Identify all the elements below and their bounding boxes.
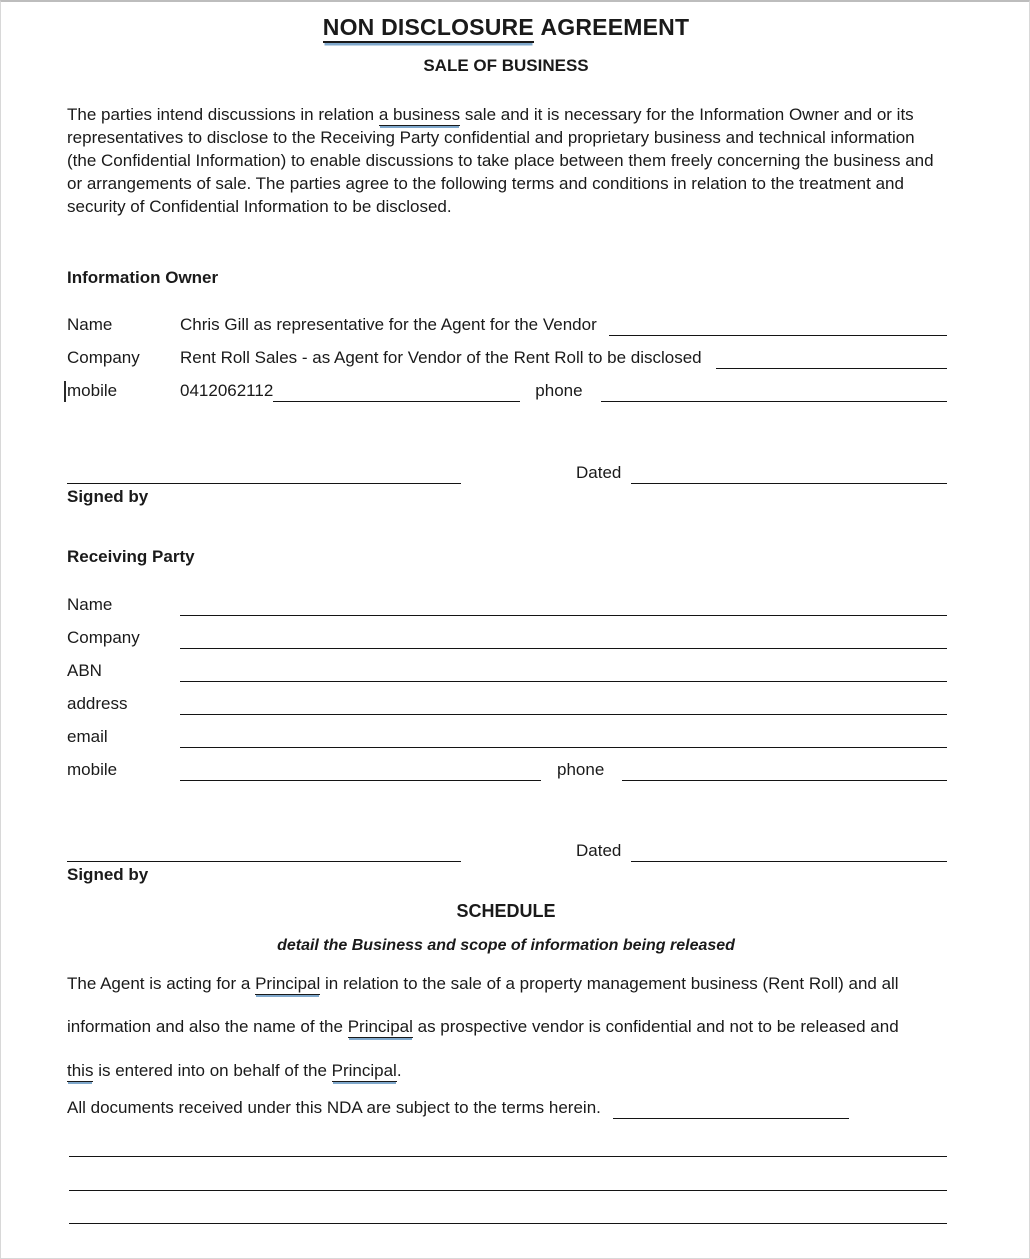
receiving-party-company-label: Company [67,628,140,647]
receiving-party-email-row [67,727,947,748]
receiving-party-name-row [67,595,947,616]
info-owner-name-value: Chris Gill as representative for the Agent for the Vendor [180,315,597,334]
receiving-party-name-blank-line[interactable] [180,595,947,616]
doc-title-underlined: NON DISCLOSURE [323,14,534,43]
receiving-party-heading: Receiving Party [67,547,195,566]
text-caret [64,381,66,402]
receiving-party-abn-label: ABN [67,661,102,680]
receiving-party-phone-label: phone [557,760,605,779]
info-owner-phone-label: phone [535,381,583,400]
info-owner-signed-by-label: Signed by [67,487,149,506]
receiving-party-abn-blank-line[interactable] [180,661,947,682]
this-link: this [67,1061,94,1080]
schedule-note: detail the Business and scope of information being released [277,937,735,954]
receiving-party-company-blank-line[interactable] [180,628,947,649]
schedule-paragraph-1: The Agent is acting for a Principal in relation to the sale of a property management business (Rent Roll) and all [67,974,899,993]
receiving-party-address-row [67,694,947,715]
receiving-party-email-blank-line[interactable] [180,727,947,748]
receiving-party-address-blank-line[interactable] [180,694,947,715]
info-owner-company-row [67,348,947,369]
info-owner-name-blank-line[interactable] [609,315,947,336]
schedule-paragraph-2: information and also the name of the Principal as prospective vendor is confidential and not to be released and [67,1017,899,1036]
info-owner-name-row [67,315,947,336]
receiving-party-abn-row [67,661,947,682]
receiving-party-address-label: address [67,694,128,713]
info-owner-name-label: Name [67,315,113,334]
principal-link-1: Principal [255,974,321,993]
intro-after: sale and it is necessary for the Information Owner and or its representatives to disclose to the Receiving Party confidential and proprietary business and technical information (the Confidential Information) to enable discussions to take place between them freely concerning the business and or arrangements of sale. The parties agree to the following terms and conditions in relation to the treatment and security of Confidential Information to be disclosed. [67,105,934,216]
doc-subtitle: SALE OF BUSINESS [423,56,589,75]
receiving-party-email-label: email [67,727,108,746]
info-owner-signature-line[interactable] [67,463,461,484]
info-owner-mobile-value[interactable]: 0412062112 [180,381,274,400]
info-owner-mobile-row [67,381,947,402]
principal-link-3: Principal [331,1061,397,1080]
info-owner-phone-blank-line[interactable] [601,381,947,402]
receiving-party-mobile-label: mobile [67,760,118,779]
receiving-party-company-row [67,628,947,649]
blank-writing-line-1[interactable] [69,1156,947,1157]
blank-writing-line-2[interactable] [69,1190,947,1191]
info-owner-mobile-label: mobile [67,381,180,401]
intro-underlined-phrase: a business [378,105,461,124]
doc-title-rest: AGREEMENT [533,14,690,40]
blank-writing-line-3[interactable] [69,1223,947,1224]
receiving-party-dated-line[interactable] [631,841,947,862]
info-owner-dated-line[interactable] [631,463,947,484]
closing-blank-line[interactable] [613,1098,849,1119]
info-owner-company-value: Rent Roll Sales - as Agent for Vendor of the Rent Roll to be disclosed [180,348,702,367]
receiving-party-dated-label: Dated [576,841,622,860]
receiving-party-signature-row [67,841,947,862]
info-owner-heading: Information Owner [67,268,219,287]
receiving-party-mobile-blank-line[interactable] [180,760,541,781]
info-owner-dated-label: Dated [576,463,622,482]
schedule-paragraph-3: this is entered into on behalf of the Principal. [67,1061,402,1080]
schedule-heading: SCHEDULE [456,901,556,921]
info-owner-company-blank-line[interactable] [716,348,947,369]
principal-link-2: Principal [347,1017,413,1036]
receiving-party-phone-blank-line[interactable] [622,760,947,781]
receiving-party-signature-line[interactable] [67,841,461,862]
doc-title [67,14,945,41]
receiving-party-mobile-row [67,760,947,781]
info-owner-mobile-blank-line[interactable] [273,381,520,402]
receiving-party-name-label: Name [67,595,113,614]
intro-before: The parties intend discussions in relation [67,105,379,124]
closing-sentence: All documents received under this NDA are subject to the terms herein. [67,1098,601,1117]
closing-sentence-row [67,1098,947,1119]
intro-paragraph [67,103,947,218]
info-owner-company-label: Company [67,348,140,367]
info-owner-signature-row [67,463,947,484]
receiving-party-signed-by-label: Signed by [67,865,149,884]
